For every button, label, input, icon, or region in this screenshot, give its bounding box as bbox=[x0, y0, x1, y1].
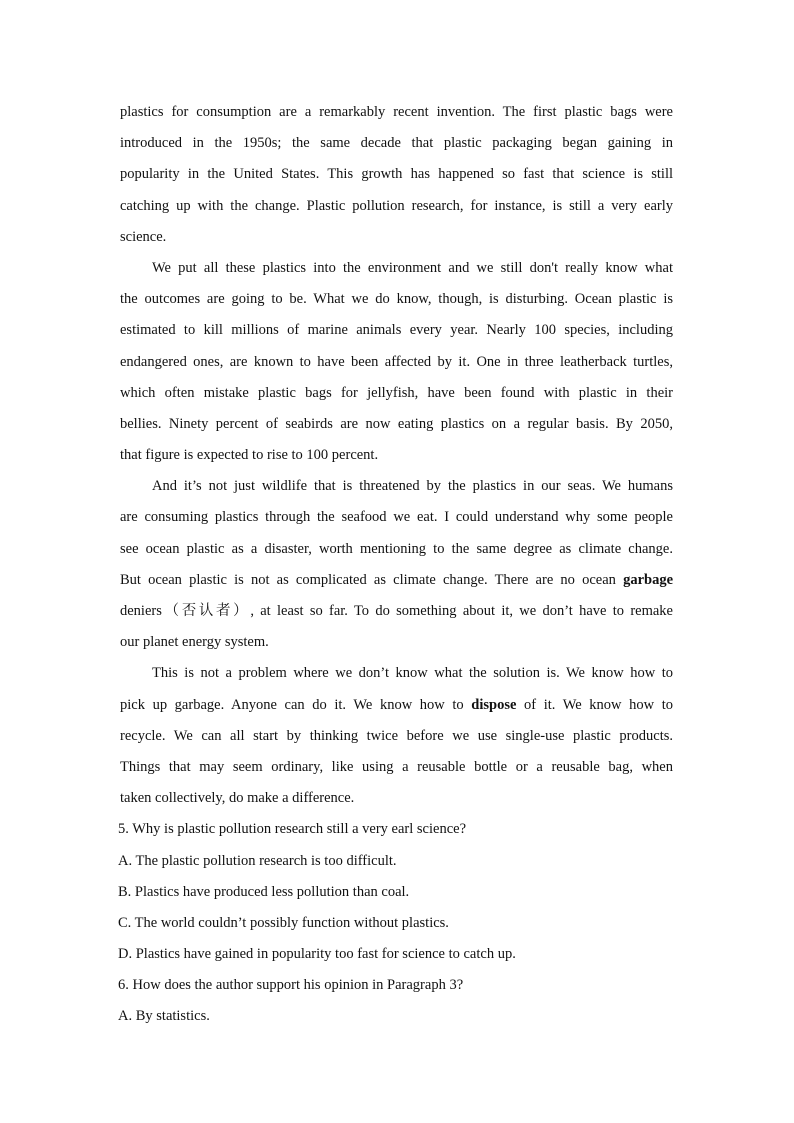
text-line: that figure is expected to rise to 100 percent. bbox=[120, 447, 379, 464]
text-line: deniers（否认者）, at least so far. To do something about it, we don’t have to remake bbox=[120, 603, 673, 619]
question-stem: 5. Why is plastic pollution research still a very earl science? bbox=[118, 821, 467, 838]
answer-option: B. Plastics have produced less pollution than coal. bbox=[118, 883, 410, 900]
text-line: catching up with the change. Plastic pollution research, for instance, is still a very early bbox=[120, 197, 673, 214]
paragraph-2 bbox=[120, 253, 673, 471]
text-line bbox=[120, 565, 673, 596]
question-6 bbox=[120, 970, 673, 1032]
question-5 bbox=[120, 814, 673, 970]
text-line: are consuming plastics through the seafood we eat. I could understand why some people bbox=[120, 509, 673, 526]
answer-option: A. The plastic pollution research is too difficult. bbox=[118, 852, 397, 869]
text-line: our planet energy system. bbox=[120, 634, 269, 651]
bold-word-garbage: garbage bbox=[623, 571, 674, 588]
text-line: introduced in the 1950s; the same decade that plastic packaging began gaining in bbox=[120, 135, 673, 152]
answer-option: D. Plastics have gained in popularity too fast for science to catch up. bbox=[118, 946, 516, 963]
paragraph-3 bbox=[120, 471, 673, 658]
text-line: Things that may seem ordinary, like using a reusable bottle or a reusable bag, when bbox=[120, 758, 673, 775]
answer-option: A. By statistics. bbox=[118, 1008, 210, 1025]
text-line: plastics for consumption are a remarkably recent invention. The first plastic bags were bbox=[120, 104, 673, 120]
text-line: see ocean plastic as a disaster, worth mentioning to the same degree as climate change. bbox=[120, 540, 673, 557]
text-line: bellies. Ninety percent of seabirds are now eating plastics on a regular basis. By 2050, bbox=[120, 415, 673, 432]
text-line: We put all these plastics into the environment and we still don't really know what bbox=[152, 259, 673, 276]
text-line: the outcomes are going to be. What we do know, though, is disturbing. Ocean plastic is bbox=[120, 291, 673, 308]
text-line: popularity in the United States. This growth has happened so fast that science is still bbox=[120, 166, 673, 183]
text-segment: pick up garbage. Anyone can do it. We know how to bbox=[120, 696, 464, 713]
text-segment: But ocean plastic is not as complicated as climate change. There are no ocean bbox=[120, 571, 616, 588]
text-line: taken collectively, do make a difference. bbox=[120, 790, 355, 807]
text-line: estimated to kill millions of marine animals every year. Nearly 100 species, including bbox=[120, 322, 673, 339]
paragraph-1 bbox=[120, 97, 673, 253]
text-line: which often mistake plastic bags for jellyfish, have been found with plastic in their bbox=[120, 384, 673, 401]
text-line: endangered ones, are known to have been affected by it. One in three leatherback turtles, bbox=[120, 353, 673, 370]
text-line: recycle. We can all start by thinking twice before we use single-use plastic products. bbox=[120, 727, 673, 744]
text-line: science. bbox=[120, 228, 167, 245]
question-stem: 6. How does the author support his opinion in Paragraph 3? bbox=[118, 977, 464, 994]
text-line: And it’s not just wildlife that is threatened by the plastics in our seas. We humans bbox=[152, 478, 673, 495]
answer-option: C. The world couldn’t possibly function without plastics. bbox=[118, 914, 449, 931]
text-line: This is not a problem where we don’t know what the solution is. We know how to bbox=[152, 665, 673, 682]
document-page bbox=[120, 97, 673, 1033]
paragraph-4 bbox=[120, 658, 673, 814]
text-line bbox=[120, 690, 673, 721]
bold-word-dispose: dispose bbox=[471, 696, 517, 713]
text-segment: of it. We know how to bbox=[524, 696, 673, 713]
